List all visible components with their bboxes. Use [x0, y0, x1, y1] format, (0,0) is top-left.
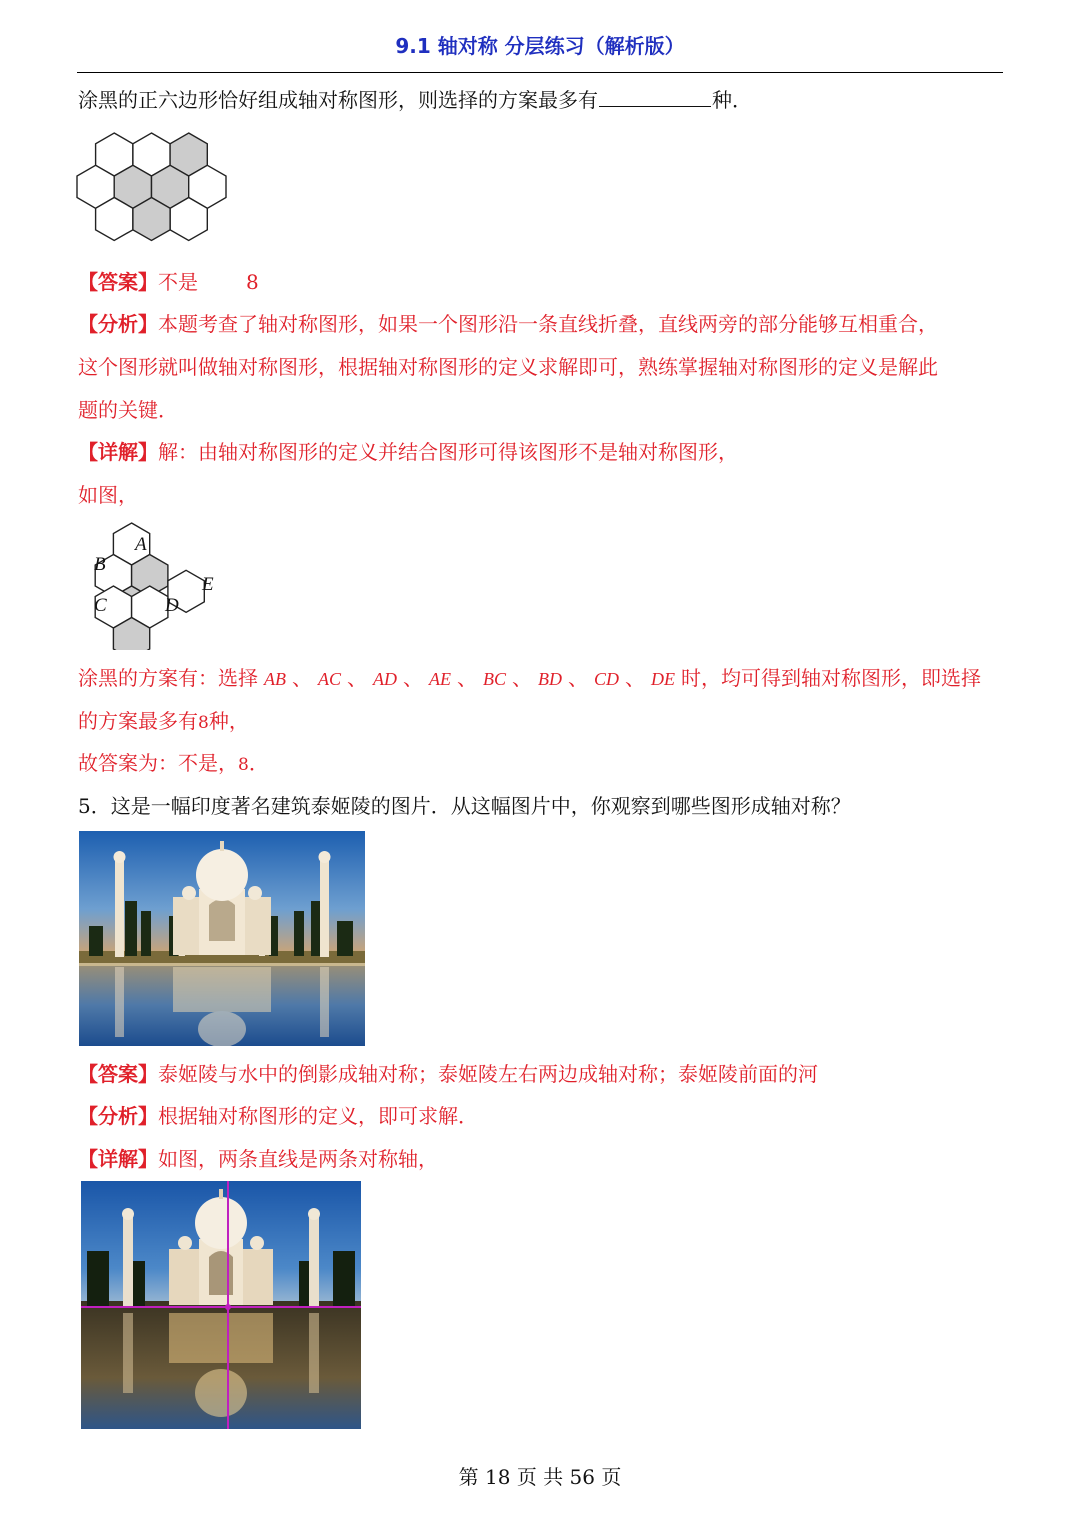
q5-answer-text: 泰姬陵与水中的倒影成轴对称；泰姬陵左右两边成轴对称；泰姬陵前面的河 — [158, 1062, 818, 1086]
q4-conclusion-line — [78, 706, 1008, 738]
hexagon-figure — [74, 130, 230, 250]
q4-stem-before: 涂黑的正六边形恰好组成轴对称图形，则选择的方案最多有 — [78, 88, 598, 112]
q4-stem — [78, 84, 1008, 115]
q4-stem-after: 种． — [712, 88, 752, 112]
scheme-separator: 、 — [347, 666, 368, 690]
scheme-separator: 、 — [292, 666, 312, 690]
q4-conclusion-a: 的方案最多有 — [78, 709, 198, 733]
q4-detail-line1 — [78, 437, 1008, 467]
q4-answer-num: 8 — [246, 270, 259, 294]
q5-analysis-tag: 【分析】 — [78, 1104, 158, 1128]
hex-label-a: A — [135, 534, 147, 555]
q4-schemes-prefix: 涂黑的方案有：选择 — [78, 666, 258, 690]
q4-schemes-suffix: 时，均可得到轴对称图形，即选择 — [681, 666, 982, 690]
q4-final-b: ． — [248, 751, 269, 775]
q5-answer-tag: 【答案】 — [78, 1062, 158, 1086]
scheme-item: CD — [594, 669, 620, 689]
q5-stem: 5．这是一幅印度著名建筑泰姬陵的图片．从这幅图片中，你观察到哪些图形成轴对称？ — [78, 794, 851, 818]
q4-analysis-line2: 这个图形就叫做轴对称图形，根据轴对称图形的定义求解即可，熟练掌握轴对称图形的定义是解此 — [78, 355, 938, 379]
q4-conclusion-num: 8 — [198, 713, 209, 733]
taj-mahal-photo — [79, 831, 365, 1046]
q5-analysis — [78, 1101, 1008, 1131]
q4-detail-line2: 如图， — [78, 483, 138, 507]
q4-detail-tag: 【详解】 — [78, 440, 158, 464]
header-rule — [77, 72, 1003, 73]
header-title: 9.1 轴对称 分层练习（解析版） — [395, 34, 685, 58]
q4-analysis-tag: 【分析】 — [78, 312, 158, 336]
scheme-separator: 、 — [457, 666, 478, 690]
taj-mahal-axes-photo — [81, 1181, 361, 1429]
scheme-separator: 、 — [512, 666, 533, 690]
scheme-separator: 、 — [568, 666, 589, 690]
scheme-item: AC — [318, 669, 342, 689]
q4-answer-tag: 【答案】 — [78, 270, 158, 294]
q4-analysis-text1: 本题考查了轴对称图形，如果一个图形沿一条直线折叠，直线两旁的部分能够互相重合， — [158, 312, 938, 336]
q4-final-num: 8 — [238, 755, 249, 775]
q4-final-line — [78, 748, 1008, 780]
q4-detail-text1: 解：由轴对称图形的定义并结合图形可得该图形不是轴对称图形， — [158, 440, 738, 464]
hex-label-e: E — [202, 574, 214, 595]
hex-label-b: B — [94, 554, 106, 575]
q4-schemes-line — [78, 663, 1008, 694]
scheme-item: AB — [264, 669, 286, 689]
scheme-item: BC — [483, 669, 507, 689]
q4-conclusion-b: 种， — [208, 709, 249, 733]
q5-detail-text: 如图，两条直线是两条对称轴， — [158, 1147, 438, 1171]
q4-analysis-line1 — [78, 309, 1008, 339]
q4-answer-blank — [599, 84, 711, 107]
hex-label-d: D — [165, 595, 179, 616]
q5-detail — [78, 1144, 1008, 1174]
hex-label-c: C — [94, 595, 107, 616]
scheme-separator: 、 — [625, 666, 646, 690]
q5-detail-tag: 【详解】 — [78, 1147, 158, 1171]
q5-analysis-text: 根据轴对称图形的定义，即可求解． — [158, 1104, 478, 1128]
page-footer: 第 18 页 共 56 页 — [458, 1465, 622, 1489]
labeled-hexagon-figure — [74, 520, 238, 650]
scheme-separator: 、 — [403, 666, 424, 690]
q4-scheme-list — [258, 666, 681, 690]
q4-answer-text: 不是 — [158, 270, 198, 294]
q4-answer — [78, 267, 1008, 297]
q4-final-a: 故答案为：不是， — [78, 751, 238, 775]
q4-analysis-line3: 题的关键． — [78, 398, 178, 422]
scheme-item: DE — [651, 669, 676, 689]
scheme-item: BD — [538, 669, 563, 689]
q5-answer — [78, 1059, 1008, 1089]
scheme-item: AD — [373, 669, 398, 689]
scheme-item: AE — [429, 669, 452, 689]
